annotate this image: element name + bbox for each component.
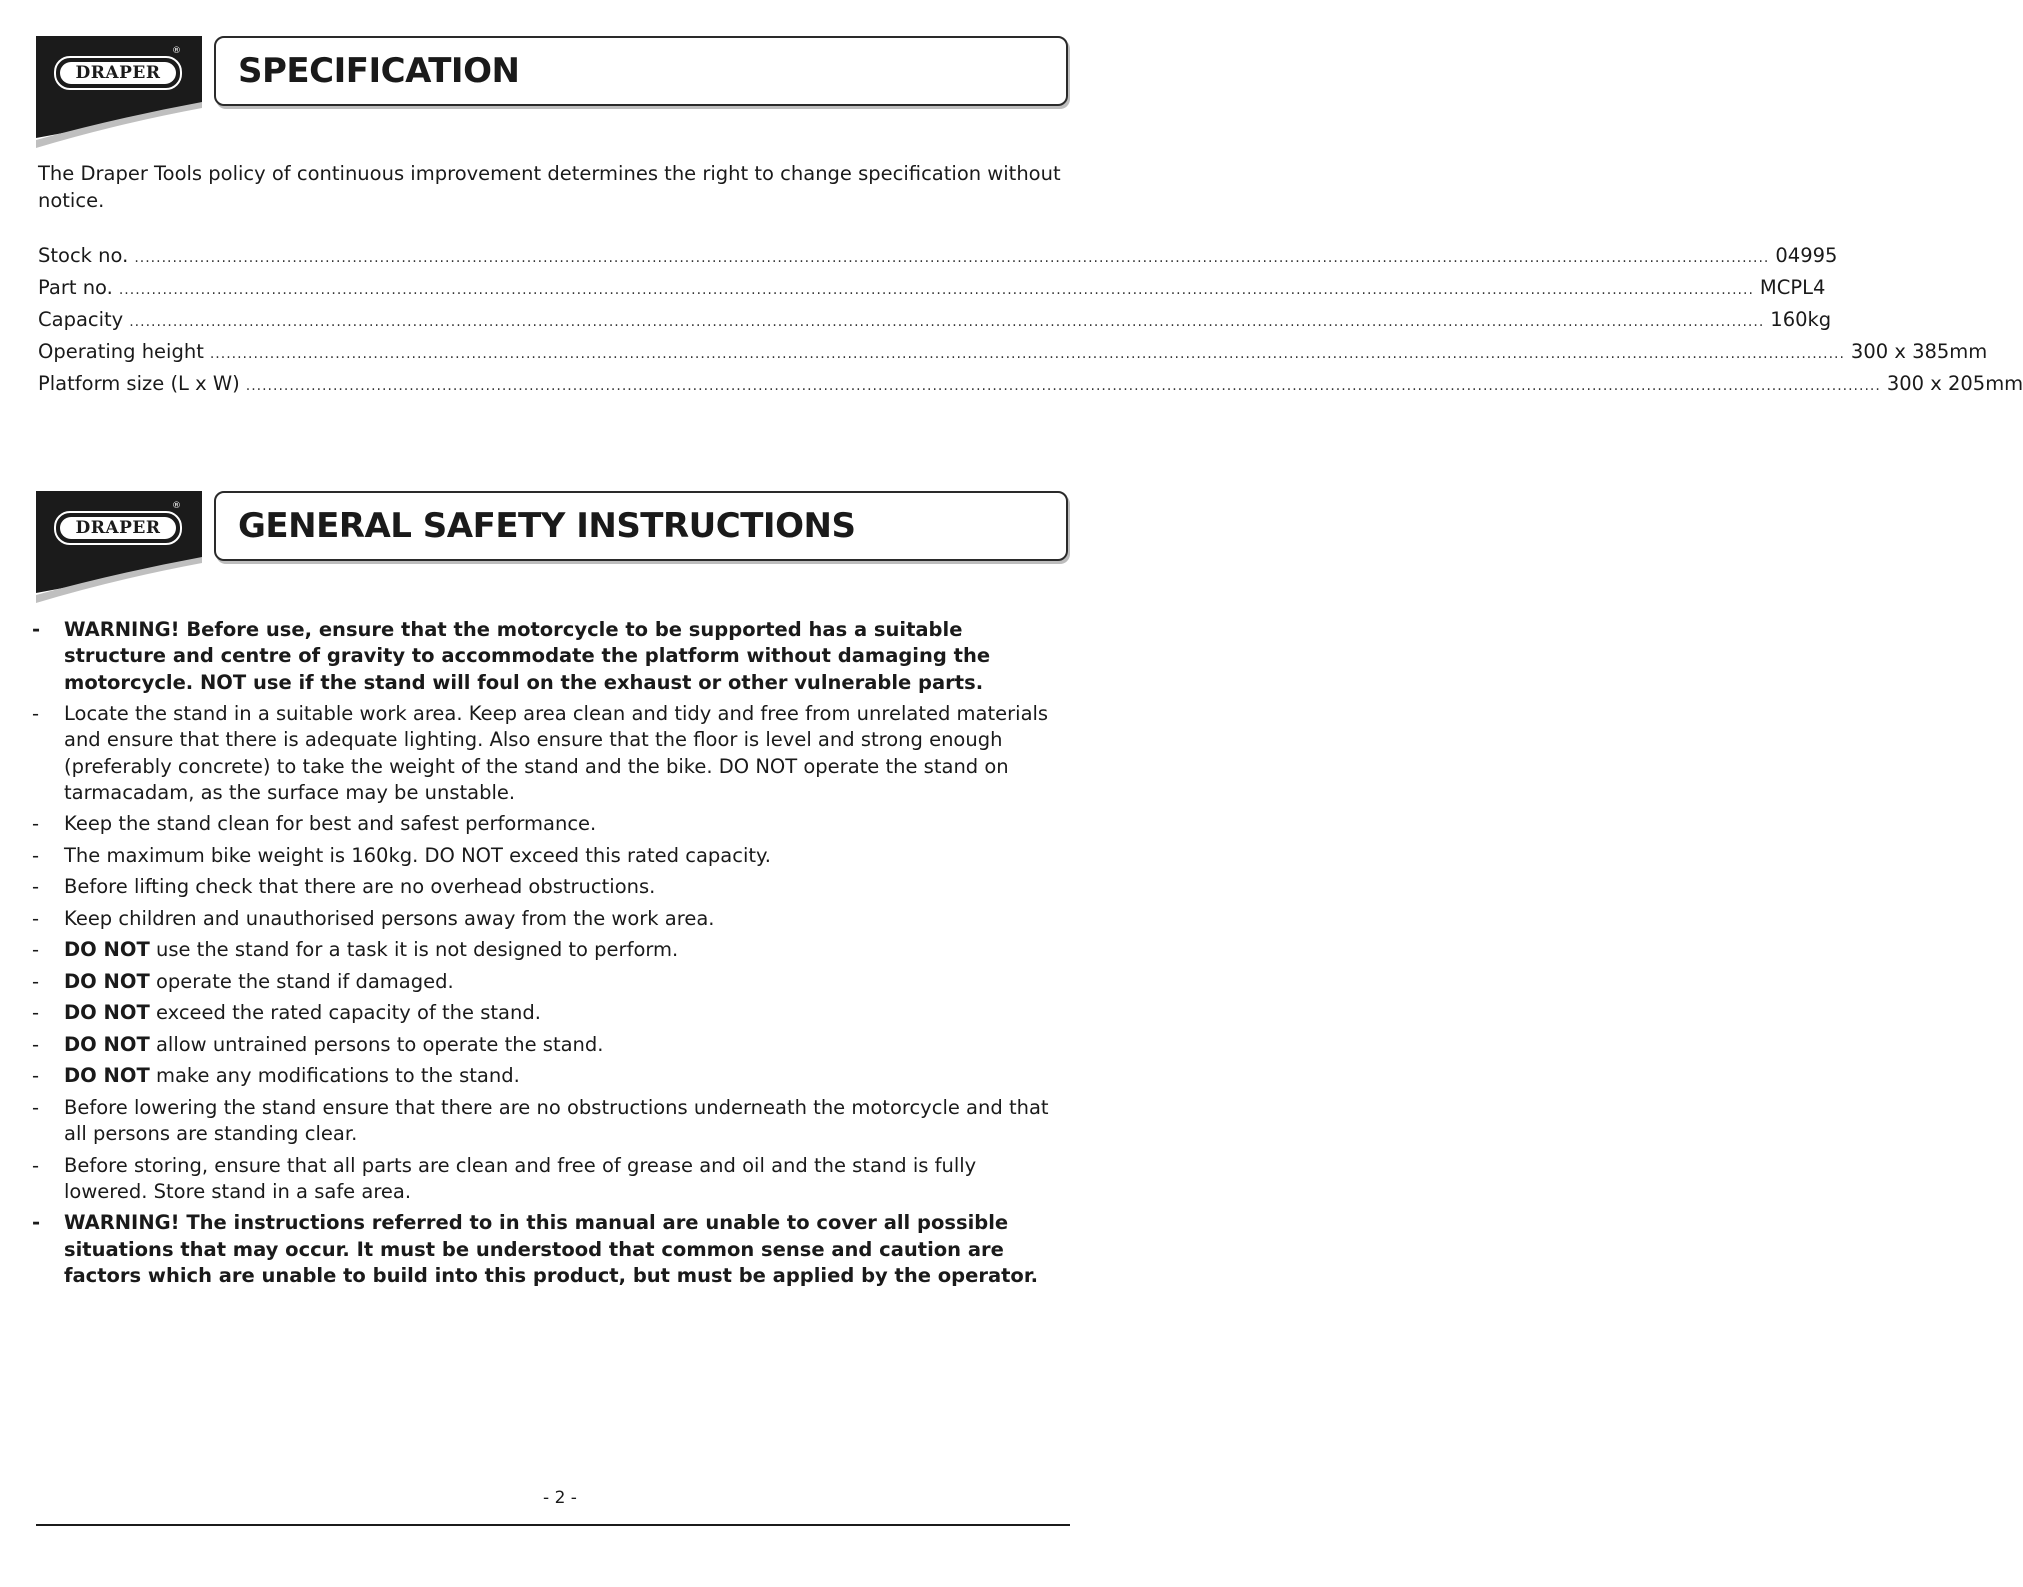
section-title: SPECIFICATION xyxy=(238,51,520,91)
safety-item xyxy=(32,1063,1052,1089)
spec-label: Part no. xyxy=(38,276,113,299)
spec-row xyxy=(38,240,1838,272)
safety-item xyxy=(32,811,1052,837)
spec-leader-dots: ............................................................................................................................................................................................................................................................................................................ xyxy=(209,346,1845,362)
section-title-box xyxy=(214,491,1068,561)
draper-logo-text: DRAPER xyxy=(60,62,176,84)
safety-item xyxy=(32,1095,1052,1148)
safety-item xyxy=(32,1032,1052,1058)
list-dash: - xyxy=(32,906,40,930)
spec-leader-dots: ............................................................................................................................................................................................................................................................................................................ xyxy=(129,314,1765,330)
list-dash: - xyxy=(32,702,40,726)
list-dash: - xyxy=(32,1095,40,1119)
safety-item-text: WARNING! Before use, ensure that the motorcycle to be supported has a suitable structure and centre of gravity to accommodate the platform without damaging the motorcycle. NOT use if the stand will foul on the exhaust or other vulnerable parts. xyxy=(64,618,991,694)
list-dash: - xyxy=(32,938,40,962)
spec-value: 160kg xyxy=(1770,308,1832,331)
spec-leader-dots: ............................................................................................................................................................................................................................................................................................................ xyxy=(245,378,1881,394)
registered-mark: ® xyxy=(172,501,181,511)
safety-item-text: operate the stand if damaged. xyxy=(149,969,454,993)
spec-leader-dots: ............................................................................................................................................................................................................................................................................................................ xyxy=(134,250,1770,266)
spec-row xyxy=(38,304,1832,336)
spec-label: Operating height xyxy=(38,340,204,363)
list-dash: - xyxy=(32,1032,40,1056)
list-dash: - xyxy=(32,1001,40,1025)
list-dash: - xyxy=(32,1211,41,1235)
safety-item-emphasis: DO NOT xyxy=(64,938,150,962)
list-dash: - xyxy=(32,843,40,867)
spec-row xyxy=(38,368,2023,400)
draper-logo-text: DRAPER xyxy=(60,517,176,539)
draper-logo xyxy=(54,511,182,545)
safety-item xyxy=(32,1210,1052,1289)
spec-value: MCPL4 xyxy=(1759,276,1826,299)
safety-item xyxy=(32,701,1052,806)
safety-item-text: Locate the stand in a suitable work area. Keep area clean and tidy and free from unrelated materials and ensure that there is adequate lighting. Also ensure that the floor is level and strong enough (preferably concrete) to take the weight of the stand and the bike. DO NOT operate the stand on tarmacadam, as the surface may be unstable. xyxy=(64,702,1049,804)
safety-item-text: exceed the rated capacity of the stand. xyxy=(149,1001,541,1025)
draper-logo xyxy=(54,56,182,90)
footer-divider xyxy=(36,1524,1070,1526)
safety-item xyxy=(32,937,1052,963)
specification-header xyxy=(36,36,1072,148)
safety-item-emphasis: DO NOT xyxy=(64,1032,150,1056)
safety-item xyxy=(32,1153,1052,1206)
safety-item xyxy=(32,617,1052,696)
section-title: GENERAL SAFETY INSTRUCTIONS xyxy=(238,506,856,546)
registered-mark: ® xyxy=(172,46,181,56)
list-dash: - xyxy=(32,969,40,993)
safety-item xyxy=(32,969,1052,995)
spec-row xyxy=(38,336,1988,368)
safety-item-text: WARNING! The instructions referred to in this manual are unable to cover all possible situations that may occur. It must be understood that common sense and caution are factors which are unable to build into this product, but must be applied by the operator. xyxy=(64,1211,1039,1287)
safety-item xyxy=(32,843,1052,869)
safety-item-text: allow untrained persons to operate the stand. xyxy=(149,1032,604,1056)
safety-item xyxy=(32,906,1052,932)
safety-instructions-list xyxy=(32,617,1052,1294)
safety-item-emphasis: DO NOT xyxy=(64,1001,150,1025)
spec-value: 300 x 205mm xyxy=(1886,372,2023,395)
spec-row xyxy=(38,272,1826,304)
safety-item xyxy=(32,874,1052,900)
list-dash: - xyxy=(32,618,41,641)
safety-item-text: use the stand for a task it is not designed to perform. xyxy=(149,938,679,962)
safety-item-text: The maximum bike weight is 160kg. DO NOT exceed this rated capacity. xyxy=(64,843,771,867)
safety-item-text: make any modifications to the stand. xyxy=(149,1064,520,1088)
safety-item-text: Before lifting check that there are no overhead obstructions. xyxy=(64,875,656,899)
spec-label: Capacity xyxy=(38,308,124,331)
specification-intro: The Draper Tools policy of continuous improvement determines the right to change specification without notice. xyxy=(38,162,1061,212)
safety-item-text: Before storing, ensure that all parts are clean and free of grease and oil and the stand is fully lowered. Store stand in a safe area. xyxy=(64,1153,977,1203)
safety-item-text: Keep children and unauthorised persons away from the work area. xyxy=(64,906,715,930)
spec-label: Platform size (L x W) xyxy=(38,372,240,395)
list-dash: - xyxy=(32,1064,40,1088)
safety-item-text: Before lowering the stand ensure that there are no obstructions underneath the motorcycle and that all persons are standing clear. xyxy=(64,1095,1049,1146)
safety-item xyxy=(32,1000,1052,1026)
safety-item-text: Keep the stand clean for best and safest performance. xyxy=(64,812,597,836)
spec-label: Stock no. xyxy=(38,244,129,267)
section-title-box xyxy=(214,36,1068,106)
safety-item-emphasis: DO NOT xyxy=(64,969,150,993)
safety-header xyxy=(36,491,1072,603)
safety-item-emphasis: DO NOT xyxy=(64,1064,150,1088)
spec-value: 300 x 385mm xyxy=(1850,340,1988,363)
list-dash: - xyxy=(32,875,40,899)
spec-leader-dots: ............................................................................................................................................................................................................................................................................................................ xyxy=(118,282,1754,298)
specification-list xyxy=(38,240,2023,400)
spec-value: 04995 xyxy=(1775,244,1838,267)
list-dash: - xyxy=(32,1153,40,1177)
page-number: - 2 - xyxy=(543,1488,577,1508)
list-dash: - xyxy=(32,812,40,836)
